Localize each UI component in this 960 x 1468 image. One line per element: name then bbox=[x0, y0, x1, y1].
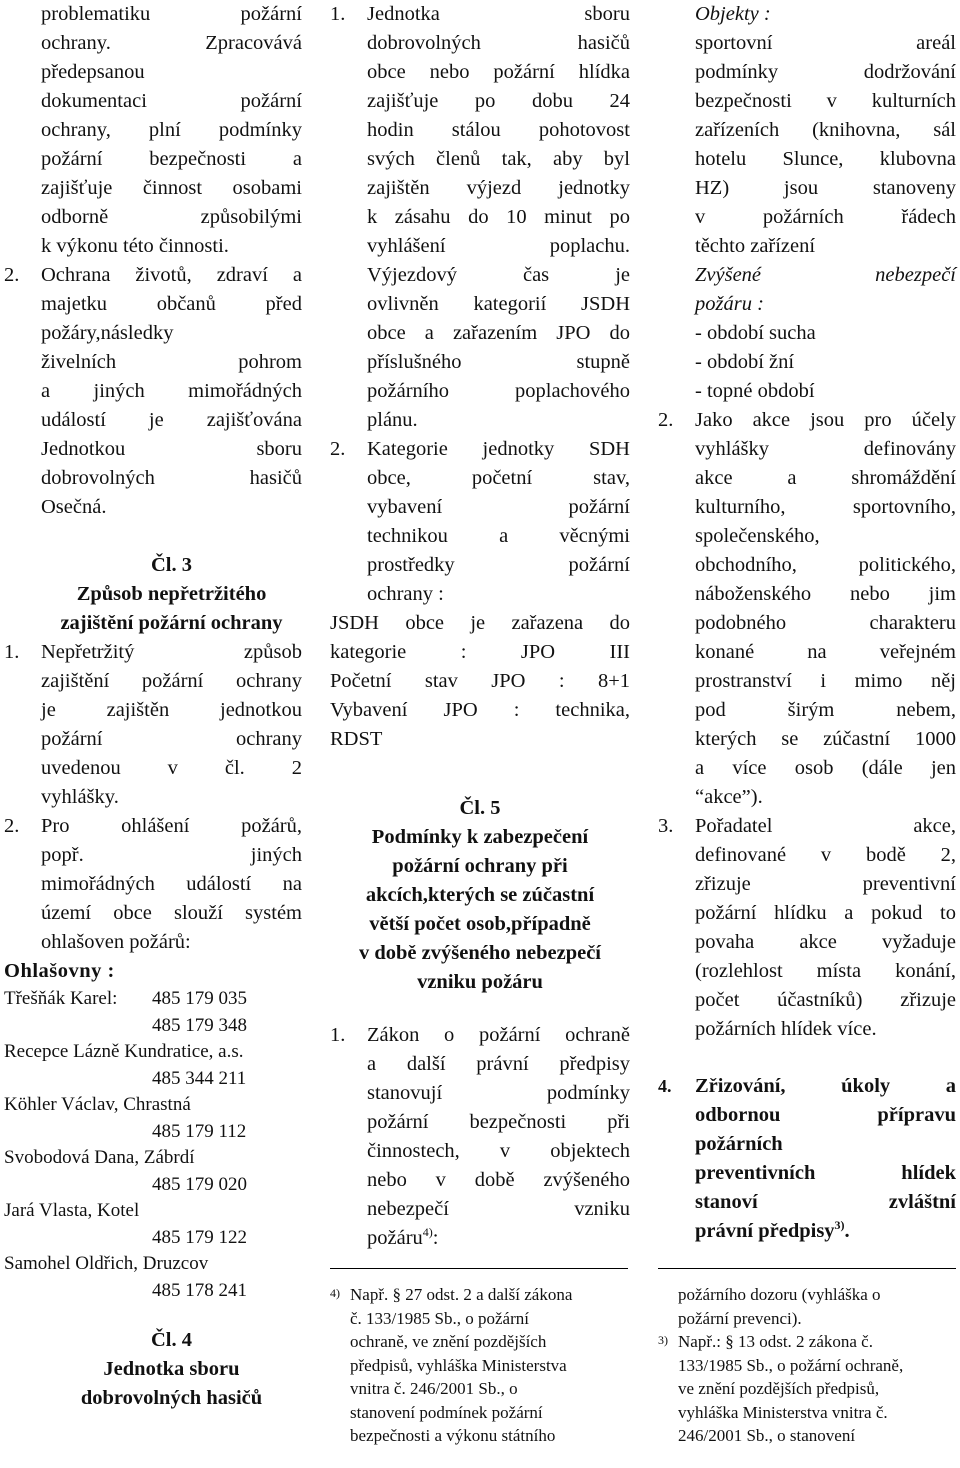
objects-line: bezpečnosti v kulturních bbox=[695, 90, 956, 112]
risk-period-item: - období žní bbox=[695, 351, 795, 373]
reporting-line: území obce slouží systém bbox=[41, 902, 302, 924]
unit-readiness-line: dobrovolných hasičů bbox=[367, 32, 630, 54]
spacer bbox=[330, 997, 630, 1021]
patrol-line: Zřizování, úkoly a bbox=[695, 1075, 956, 1097]
contact-phone: 485 179 112 bbox=[152, 1120, 247, 1142]
objects-line: v požárních řádech bbox=[695, 206, 956, 228]
unit-readiness-line-body bbox=[330, 0, 630, 435]
contact-name: Recepce Lázně Kundratice, a.s. bbox=[4, 1041, 244, 1062]
footnote-rule bbox=[330, 1268, 628, 1269]
patrol-line: odbornou přípravu bbox=[695, 1104, 956, 1126]
continuity-line-body bbox=[4, 638, 302, 812]
risk-period-item: - topné období bbox=[695, 380, 815, 402]
event-definition-line: kulturního, sportovního, bbox=[695, 496, 956, 518]
protection-line: majetku občanů před bbox=[41, 293, 302, 315]
footnote-ref: 4) bbox=[422, 1225, 433, 1240]
law-line: nebezpečí vzniku bbox=[367, 1198, 630, 1220]
text-line: požární bezpečnosti a bbox=[41, 148, 302, 170]
protection-line: Jednotkou sboru bbox=[41, 438, 302, 460]
footnote-line: Např.: § 13 odst. 2 zákona č. bbox=[678, 1332, 873, 1351]
footnote-line: bezpečnosti a výkonu státního bbox=[350, 1426, 556, 1445]
protection-line: požáry,následky bbox=[41, 322, 174, 344]
contact-name: Třešňák Karel: bbox=[4, 988, 118, 1009]
protection-line: Ochrana životů, zdraví a bbox=[41, 264, 302, 286]
objects-line: sportovní areál bbox=[695, 32, 956, 54]
article-4-title: Jednotka sboru bbox=[103, 1358, 240, 1380]
protection-line-body bbox=[4, 261, 302, 522]
contact-phone: 485 179 122 bbox=[152, 1226, 247, 1248]
fact-line: RDST bbox=[330, 728, 383, 750]
unit-readiness-line: obce nebo požární hlídka bbox=[367, 61, 630, 83]
continuity-line: je zajištěn jednotkou bbox=[41, 699, 302, 721]
protection-line: událostí je zajišťována bbox=[41, 409, 302, 431]
unit-readiness-line-block bbox=[330, 0, 630, 435]
unit-readiness-line: vyhlášení poplachu. bbox=[367, 235, 630, 257]
risk-period-item: - období sucha bbox=[695, 322, 816, 344]
continuity-line-block bbox=[4, 638, 302, 812]
list-number: 1. bbox=[4, 641, 20, 663]
risk-periods bbox=[658, 319, 956, 406]
unit-readiness-line: ovlivněn kategorií JSDH bbox=[367, 293, 630, 315]
law-line: stanovují podmínky bbox=[367, 1082, 630, 1104]
protection-line: dobrovolných hasičů bbox=[41, 467, 302, 489]
unit-readiness-line: k zásahu do 10 minut po bbox=[367, 206, 630, 228]
contact-phone: 485 344 211 bbox=[152, 1067, 247, 1089]
article-3-title: Způsob nepřetržitého bbox=[76, 583, 267, 605]
objects-text bbox=[658, 29, 956, 261]
organizer-line: požární hlídku a pokud to bbox=[695, 902, 956, 924]
organizer-line: povaha akce vyžaduje bbox=[695, 931, 956, 953]
continuity-line: požární ochrany bbox=[41, 728, 302, 750]
patrol-last-tail: . bbox=[844, 1220, 850, 1242]
event-definition-line: vyhlášky definovány bbox=[695, 438, 956, 460]
item-4-block bbox=[658, 1072, 956, 1246]
article-5-title-line: vzniku požáru bbox=[417, 971, 543, 993]
organizer-line: (rozlehlost místa konání, bbox=[695, 960, 956, 982]
spacer bbox=[4, 522, 302, 551]
list-number: 4. bbox=[658, 1076, 672, 1096]
objects-line: zařízeních (knihovna, sál bbox=[695, 119, 956, 141]
organizer-line-body bbox=[658, 812, 956, 1044]
organizer-line: požárních hlídek více. bbox=[695, 1018, 877, 1040]
footnote-3: 3) Např.: § 13 odst. 2 zákona č. 133/1985 Sb., o požární ochraně, ve znění pozdějších předpisů, vyhláška Ministerstva vnitra č. 246/2001 Sb., o stanovení bbox=[658, 1330, 956, 1448]
article-5-title-line: v době zvýšeného nebezpečí bbox=[359, 942, 601, 964]
contacts-list bbox=[4, 986, 302, 1304]
column-right bbox=[658, 0, 956, 1445]
fact-line: kategorie : JPO III bbox=[330, 641, 630, 663]
fact-line: JSDH obce je zařazena do bbox=[330, 612, 630, 634]
footnote-line: Např. § 27 odst. 2 a další zákona bbox=[350, 1285, 573, 1304]
intro-paragraph bbox=[4, 0, 302, 261]
event-definition-line: prostranství i mimo něj bbox=[695, 670, 956, 692]
law-line-body bbox=[330, 1021, 630, 1253]
contact-phone: 485 178 241 bbox=[152, 1279, 247, 1301]
reporting-line-body bbox=[4, 812, 302, 957]
risk-label-line: Zvýšené nebezpečí bbox=[695, 264, 956, 286]
reporting-line-block bbox=[4, 812, 302, 957]
unit-category-line-body bbox=[330, 435, 630, 609]
text-line: ochrany, plní podmínky bbox=[41, 119, 302, 141]
fact-line: Početní stav JPO : 8+1 bbox=[330, 670, 630, 692]
organizer-line: Pořadatel akce, bbox=[695, 815, 956, 837]
article-4-label: Čl. 4 bbox=[151, 1329, 192, 1351]
article-3-label: Čl. 3 bbox=[151, 554, 192, 576]
objects-line: hotelu Slunce, klubovna bbox=[695, 148, 956, 170]
event-definition-line-body bbox=[658, 406, 956, 812]
law-last-line bbox=[367, 1224, 630, 1253]
event-definition-line: pod širým nebem, bbox=[695, 699, 956, 721]
event-definition-line: společenského, bbox=[695, 525, 820, 547]
text-line: k výkonu této činnosti. bbox=[41, 235, 229, 257]
column-middle bbox=[330, 0, 630, 1445]
text-line: zajišťuje činnost osobami bbox=[41, 177, 302, 199]
footnote-line: vnitra č. 246/2001 Sb., o bbox=[350, 1379, 518, 1398]
footnote-line: vyhláška Ministerstva vnitra č. bbox=[678, 1402, 888, 1422]
law-last-text: požáru bbox=[367, 1227, 423, 1249]
unit-category-line: vybavení požární bbox=[367, 496, 630, 518]
law-line: Zákon o požární ochraně bbox=[367, 1024, 630, 1046]
footnote-line: 133/1985 Sb., o požární ochraně, bbox=[678, 1355, 904, 1375]
footnote-line: 246/2001 Sb., o stanovení bbox=[678, 1426, 856, 1445]
footnote-block bbox=[330, 1268, 630, 1448]
reporting-line: popř. jiných bbox=[41, 844, 302, 866]
column-left bbox=[4, 0, 302, 1413]
footnote-rule bbox=[658, 1268, 956, 1269]
risk-label bbox=[658, 261, 956, 319]
patrol-line: preventivních hlídek bbox=[695, 1162, 956, 1184]
continuity-line: zajištění požární ochrany bbox=[41, 670, 302, 692]
unit-readiness-line: zajišťuje po dobu 24 bbox=[367, 90, 630, 112]
unit-category-line-block bbox=[330, 435, 630, 609]
unit-facts bbox=[330, 609, 630, 754]
footnote-line: požární prevenci). bbox=[678, 1308, 802, 1328]
reporting-line: ohlašoven požárů: bbox=[41, 931, 191, 953]
footnote-line: č. 133/1985 Sb., o požární bbox=[350, 1308, 529, 1328]
contact-phone: 485 179 020 bbox=[152, 1173, 247, 1195]
list-number: 2. bbox=[4, 815, 20, 837]
footnote-line: ochraně, ve znění pozdějších bbox=[350, 1332, 547, 1351]
unit-category-line: ochrany : bbox=[367, 583, 444, 605]
unit-readiness-line: požárního poplachového bbox=[367, 380, 630, 402]
law-line: požární bezpečnosti při bbox=[367, 1111, 630, 1133]
event-definition-line: Jako akce jsou pro účely bbox=[695, 409, 956, 431]
objects-line: HZ) jsou stanoveny bbox=[695, 177, 956, 199]
organizer-line: zřizuje preventivní bbox=[695, 873, 956, 895]
text-line: odborně způsobilými bbox=[41, 206, 302, 228]
organizer-line-block bbox=[658, 812, 956, 1044]
text-line: problematiku požární bbox=[41, 3, 302, 25]
contact-phone: 485 179 348 bbox=[152, 1014, 247, 1036]
law-line: a další právní předpisy bbox=[367, 1053, 630, 1075]
protection-line: a jiných mimořádných bbox=[41, 380, 302, 402]
footnote-block-right bbox=[658, 1268, 956, 1448]
fact-line: Vybavení JPO : technika, bbox=[330, 699, 630, 721]
event-definition-line: obchodního, politického, bbox=[695, 554, 956, 576]
spacer bbox=[330, 754, 630, 794]
text-line: ochrany. Zpracovává bbox=[41, 32, 302, 54]
article-5-title-line: akcích,kterých se zúčastní bbox=[365, 884, 595, 906]
unit-readiness-line: příslušného stupně bbox=[367, 351, 630, 373]
organizer-line: definované v bodě 2, bbox=[695, 844, 956, 866]
unit-category-line: technikou a věcnými bbox=[367, 525, 630, 547]
list-number: 2. bbox=[330, 438, 346, 460]
footnote-line: stanovení podmínek požární bbox=[350, 1402, 543, 1422]
spacer bbox=[658, 1044, 956, 1072]
unit-category-line: Kategorie jednotky SDH bbox=[367, 438, 630, 460]
event-definition-line: “akce”). bbox=[695, 786, 763, 808]
footnote-4: 4) Např. § 27 odst. 2 a další zákona č. 133/1985 Sb., o požární ochraně, ve znění pozdějších předpisů, vyhláška Ministerstva vnitra č. 246/2001 Sb., o stanovení podmínek požární bezpečnosti a výkonu státního bbox=[330, 1283, 630, 1448]
list-number: 2. bbox=[658, 409, 674, 431]
event-definition-line: podobného charakteru bbox=[695, 612, 956, 634]
event-definition-line: konané na veřejném bbox=[695, 641, 956, 663]
item-4-body bbox=[658, 1072, 956, 1246]
list-number: 1. bbox=[330, 3, 346, 25]
unit-readiness-line: Jednotka sboru bbox=[367, 3, 630, 25]
continuity-line: uvedenou v čl. 2 bbox=[41, 757, 302, 779]
reporting-line: mimořádných událostí na bbox=[41, 873, 302, 895]
contact-name: Svobodová Dana, Zábrdí bbox=[4, 1147, 195, 1168]
article-5-title-line: požární ochrany při bbox=[392, 855, 568, 877]
article-5-title-line: Podmínky k zabezpečení bbox=[371, 826, 589, 848]
article-4-title: dobrovolných hasičů bbox=[80, 1387, 263, 1409]
unit-readiness-line: zajištěn výjezd jednotky bbox=[367, 177, 630, 199]
event-definition-line: kterých se zúčastní 1000 bbox=[695, 728, 956, 750]
patrol-line: požárních bbox=[695, 1133, 783, 1155]
unit-readiness-line: svých členů tak, aby byl bbox=[367, 148, 630, 170]
footnote-ref: 3) bbox=[834, 1218, 845, 1233]
article-5-title-line: větší počet osob,případně bbox=[369, 913, 591, 935]
event-definition-line-block bbox=[658, 406, 956, 812]
contact-row bbox=[4, 986, 302, 1013]
contact-phone: 485 179 035 bbox=[152, 988, 247, 1009]
article-3-title: zajištění požární ochrany bbox=[60, 612, 283, 634]
unit-readiness-line: obce a zařazením JPO do bbox=[367, 322, 630, 344]
unit-category-line: prostředky požární bbox=[367, 554, 630, 576]
continuity-line: vyhlášky. bbox=[41, 786, 119, 808]
contact-name: Samohel Oldřich, Druzcov bbox=[4, 1253, 209, 1274]
footnote-line: předpisů, vyhláška Ministerstva bbox=[350, 1355, 567, 1375]
list-number: 3. bbox=[658, 815, 674, 837]
text-line: dokumentaci požární bbox=[41, 90, 302, 112]
unit-readiness-line: hodin stálou pohotovost bbox=[367, 119, 630, 141]
contact-name: Köhler Václav, Chrastná bbox=[4, 1094, 191, 1115]
footnote-line: ve znění pozdějších předpisů, bbox=[678, 1379, 880, 1398]
continuity-line: Nepřetržitý způsob bbox=[41, 641, 302, 663]
unit-readiness-line: Výjezdový čas je bbox=[367, 264, 630, 286]
law-line: činnostech, v objektech bbox=[367, 1140, 630, 1162]
protection-line: Osečná. bbox=[41, 496, 107, 518]
objects-line: těchto zařízení bbox=[695, 235, 816, 257]
event-definition-line: a více osob (dále jen bbox=[695, 757, 956, 779]
unit-category-line: obce, početní stav, bbox=[367, 467, 630, 489]
patrol-last-line bbox=[695, 1217, 956, 1246]
article-5-title bbox=[330, 823, 630, 997]
reporting-line: Pro ohlášení požárů, bbox=[41, 815, 302, 837]
objects-label: Objekty : bbox=[695, 3, 771, 25]
list-number: 2. bbox=[4, 264, 20, 286]
objects-line: podmínky dodržování bbox=[695, 61, 956, 83]
patrol-line: stanoví zvláštní bbox=[695, 1191, 956, 1213]
event-definition-line: akce a shromáždění bbox=[695, 467, 956, 489]
organizer-line: počet účastníků) zřizuje bbox=[695, 989, 956, 1011]
list-number: 1. bbox=[330, 1024, 346, 1046]
contact-name: Jará Vlasta, Kotel bbox=[4, 1200, 140, 1221]
ohlasovny-label: Ohlašovny : bbox=[4, 960, 115, 982]
protection-line-block bbox=[4, 261, 302, 522]
protection-line: živelních pohrom bbox=[41, 351, 302, 373]
footnote-continuation bbox=[658, 1283, 956, 1330]
law-line-block bbox=[330, 1021, 630, 1253]
patrol-last-text: právní předpisy bbox=[695, 1220, 835, 1242]
spacer bbox=[4, 1304, 302, 1326]
text-line: předepsanou bbox=[41, 61, 145, 83]
footnote-line: požárního dozoru (vyhláška o bbox=[678, 1285, 881, 1304]
article-5-label: Čl. 5 bbox=[459, 797, 501, 819]
law-last-tail: : bbox=[432, 1227, 439, 1249]
law-line: nebo v době zvýšeného bbox=[367, 1169, 630, 1191]
unit-readiness-line: plánu. bbox=[367, 409, 418, 431]
risk-label-line: požáru : bbox=[695, 293, 764, 315]
event-definition-line: náboženského nebo jim bbox=[695, 583, 956, 605]
